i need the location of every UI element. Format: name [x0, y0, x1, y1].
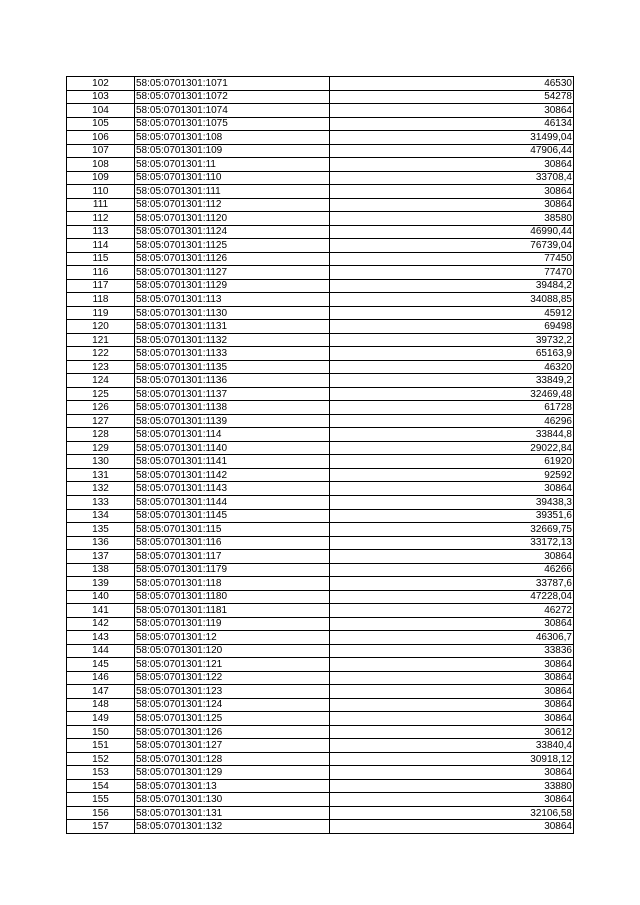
cadastral-number-cell: 58:05:0701301:131: [135, 806, 330, 820]
table-row: [67, 590, 574, 604]
row-number-cell: 102: [67, 77, 135, 91]
table-row: [67, 752, 574, 766]
row-number-cell: 146: [67, 671, 135, 685]
value-cell: 46990,44: [330, 225, 574, 239]
row-number-cell: 123: [67, 360, 135, 374]
row-number-cell: 141: [67, 604, 135, 618]
cadastral-number-cell: 58:05:0701301:123: [135, 685, 330, 699]
cadastral-number-cell: 58:05:0701301:132: [135, 820, 330, 834]
value-cell: 30864: [330, 766, 574, 780]
value-cell: 39732,2: [330, 333, 574, 347]
value-cell: 45912: [330, 306, 574, 320]
cadastral-number-cell: 58:05:0701301:112: [135, 198, 330, 212]
row-number-cell: 143: [67, 631, 135, 645]
table-row: [67, 739, 574, 753]
cadastral-number-cell: 58:05:0701301:1133: [135, 347, 330, 361]
table-row: [67, 658, 574, 672]
value-cell: 77450: [330, 252, 574, 266]
value-cell: 30864: [330, 550, 574, 564]
row-number-cell: 111: [67, 198, 135, 212]
value-cell: 46272: [330, 604, 574, 618]
cadastral-number-cell: 58:05:0701301:11: [135, 158, 330, 172]
cadastral-number-cell: 58:05:0701301:1138: [135, 401, 330, 415]
cadastral-number-cell: 58:05:0701301:1136: [135, 374, 330, 388]
row-number-cell: 135: [67, 523, 135, 537]
value-cell: 29022,84: [330, 441, 574, 455]
table-row: [67, 374, 574, 388]
cadastral-number-cell: 58:05:0701301:128: [135, 752, 330, 766]
table-row: [67, 779, 574, 793]
row-number-cell: 112: [67, 212, 135, 226]
cadastral-number-cell: 58:05:0701301:125: [135, 712, 330, 726]
table-row: [67, 577, 574, 591]
cadastral-number-cell: 58:05:0701301:124: [135, 698, 330, 712]
value-cell: 47906,44: [330, 144, 574, 158]
cadastral-number-cell: 58:05:0701301:120: [135, 644, 330, 658]
value-cell: 38580: [330, 212, 574, 226]
table-row: [67, 320, 574, 334]
value-cell: 61728: [330, 401, 574, 415]
value-cell: 76739,04: [330, 239, 574, 253]
cadastral-number-cell: 58:05:0701301:109: [135, 144, 330, 158]
value-cell: 46530: [330, 77, 574, 91]
table-row: [67, 198, 574, 212]
cadastral-number-cell: 58:05:0701301:13: [135, 779, 330, 793]
row-number-cell: 139: [67, 577, 135, 591]
value-cell: 30864: [330, 698, 574, 712]
table-row: [67, 495, 574, 509]
table-row: [67, 617, 574, 631]
cadastral-number-cell: 58:05:0701301:118: [135, 577, 330, 591]
table-row: [67, 631, 574, 645]
row-number-cell: 116: [67, 266, 135, 280]
row-number-cell: 114: [67, 239, 135, 253]
cadastral-number-cell: 58:05:0701301:1074: [135, 104, 330, 118]
data-table: [66, 76, 574, 834]
cadastral-number-cell: 58:05:0701301:1120: [135, 212, 330, 226]
row-number-cell: 134: [67, 509, 135, 523]
table-row: [67, 523, 574, 537]
value-cell: 33849,2: [330, 374, 574, 388]
row-number-cell: 137: [67, 550, 135, 564]
table-row: [67, 428, 574, 442]
value-cell: 33172,13: [330, 536, 574, 550]
cadastral-number-cell: 58:05:0701301:1145: [135, 509, 330, 523]
cadastral-number-cell: 58:05:0701301:12: [135, 631, 330, 645]
row-number-cell: 108: [67, 158, 135, 172]
row-number-cell: 118: [67, 293, 135, 307]
cadastral-number-cell: 58:05:0701301:1126: [135, 252, 330, 266]
cadastral-number-cell: 58:05:0701301:1140: [135, 441, 330, 455]
table-row: [67, 806, 574, 820]
value-cell: 92592: [330, 468, 574, 482]
cadastral-number-cell: 58:05:0701301:110: [135, 171, 330, 185]
row-number-cell: 142: [67, 617, 135, 631]
value-cell: 65163,9: [330, 347, 574, 361]
value-cell: 61920: [330, 455, 574, 469]
row-number-cell: 149: [67, 712, 135, 726]
cadastral-number-cell: 58:05:0701301:127: [135, 739, 330, 753]
row-number-cell: 157: [67, 820, 135, 834]
cadastral-number-cell: 58:05:0701301:117: [135, 550, 330, 564]
cadastral-number-cell: 58:05:0701301:129: [135, 766, 330, 780]
cadastral-number-cell: 58:05:0701301:121: [135, 658, 330, 672]
value-cell: 31499,04: [330, 131, 574, 145]
cadastral-number-cell: 58:05:0701301:1127: [135, 266, 330, 280]
table-row: [67, 293, 574, 307]
table-row: [67, 671, 574, 685]
row-number-cell: 110: [67, 185, 135, 199]
table-row: [67, 536, 574, 550]
table-row: [67, 766, 574, 780]
cadastral-number-cell: 58:05:0701301:1131: [135, 320, 330, 334]
cadastral-number-cell: 58:05:0701301:130: [135, 793, 330, 807]
value-cell: 46306,7: [330, 631, 574, 645]
row-number-cell: 104: [67, 104, 135, 118]
row-number-cell: 125: [67, 387, 135, 401]
row-number-cell: 140: [67, 590, 135, 604]
row-number-cell: 151: [67, 739, 135, 753]
row-number-cell: 128: [67, 428, 135, 442]
cadastral-number-cell: 58:05:0701301:1124: [135, 225, 330, 239]
table-row: [67, 347, 574, 361]
value-cell: 33787,6: [330, 577, 574, 591]
cadastral-number-cell: 58:05:0701301:108: [135, 131, 330, 145]
value-cell: 30864: [330, 482, 574, 496]
table-row: [67, 455, 574, 469]
cadastral-number-cell: 58:05:0701301:111: [135, 185, 330, 199]
table-row: [67, 104, 574, 118]
row-number-cell: 136: [67, 536, 135, 550]
row-number-cell: 132: [67, 482, 135, 496]
row-number-cell: 130: [67, 455, 135, 469]
row-number-cell: 124: [67, 374, 135, 388]
value-cell: 30864: [330, 685, 574, 699]
value-cell: 39351,6: [330, 509, 574, 523]
row-number-cell: 147: [67, 685, 135, 699]
table-row: [67, 144, 574, 158]
value-cell: 39484,2: [330, 279, 574, 293]
cadastral-number-cell: 58:05:0701301:1180: [135, 590, 330, 604]
row-number-cell: 148: [67, 698, 135, 712]
row-number-cell: 129: [67, 441, 135, 455]
table-row: [67, 712, 574, 726]
table-row: [67, 604, 574, 618]
table-row: [67, 698, 574, 712]
value-cell: 54278: [330, 90, 574, 104]
row-number-cell: 120: [67, 320, 135, 334]
value-cell: 32669,75: [330, 523, 574, 537]
value-cell: 47228,04: [330, 590, 574, 604]
table-row: [67, 77, 574, 91]
row-number-cell: 145: [67, 658, 135, 672]
cadastral-number-cell: 58:05:0701301:115: [135, 523, 330, 537]
row-number-cell: 113: [67, 225, 135, 239]
cadastral-number-cell: 58:05:0701301:113: [135, 293, 330, 307]
row-number-cell: 155: [67, 793, 135, 807]
table-row: [67, 563, 574, 577]
cadastral-number-cell: 58:05:0701301:1143: [135, 482, 330, 496]
row-number-cell: 154: [67, 779, 135, 793]
table-row: [67, 306, 574, 320]
table-row: [67, 468, 574, 482]
cadastral-number-cell: 58:05:0701301:1071: [135, 77, 330, 91]
cadastral-number-cell: 58:05:0701301:1144: [135, 495, 330, 509]
row-number-cell: 150: [67, 725, 135, 739]
table-body: [67, 77, 574, 834]
cadastral-number-cell: 58:05:0701301:1141: [135, 455, 330, 469]
value-cell: 30864: [330, 617, 574, 631]
table-row: [67, 820, 574, 834]
row-number-cell: 121: [67, 333, 135, 347]
cadastral-number-cell: 58:05:0701301:1135: [135, 360, 330, 374]
row-number-cell: 144: [67, 644, 135, 658]
cadastral-number-cell: 58:05:0701301:1129: [135, 279, 330, 293]
table-row: [67, 279, 574, 293]
cadastral-number-cell: 58:05:0701301:126: [135, 725, 330, 739]
value-cell: 32106,58: [330, 806, 574, 820]
value-cell: 30864: [330, 198, 574, 212]
value-cell: 46266: [330, 563, 574, 577]
row-number-cell: 122: [67, 347, 135, 361]
row-number-cell: 109: [67, 171, 135, 185]
value-cell: 30612: [330, 725, 574, 739]
value-cell: 69498: [330, 320, 574, 334]
row-number-cell: 138: [67, 563, 135, 577]
cadastral-number-cell: 58:05:0701301:119: [135, 617, 330, 631]
value-cell: 30864: [330, 185, 574, 199]
cadastral-number-cell: 58:05:0701301:1137: [135, 387, 330, 401]
value-cell: 46320: [330, 360, 574, 374]
table-row: [67, 266, 574, 280]
cadastral-number-cell: 58:05:0701301:1072: [135, 90, 330, 104]
value-cell: 33708,4: [330, 171, 574, 185]
table-row: [67, 401, 574, 415]
row-number-cell: 119: [67, 306, 135, 320]
table-row: [67, 212, 574, 226]
row-number-cell: 153: [67, 766, 135, 780]
row-number-cell: 107: [67, 144, 135, 158]
table-row: [67, 225, 574, 239]
value-cell: 30864: [330, 658, 574, 672]
cadastral-number-cell: 58:05:0701301:1181: [135, 604, 330, 618]
value-cell: 33836: [330, 644, 574, 658]
value-cell: 30864: [330, 104, 574, 118]
value-cell: 30864: [330, 712, 574, 726]
table-row: [67, 158, 574, 172]
row-number-cell: 126: [67, 401, 135, 415]
row-number-cell: 106: [67, 131, 135, 145]
row-number-cell: 103: [67, 90, 135, 104]
value-cell: 30918,12: [330, 752, 574, 766]
table-row: [67, 685, 574, 699]
value-cell: 39438,3: [330, 495, 574, 509]
value-cell: 34088,85: [330, 293, 574, 307]
value-cell: 46134: [330, 117, 574, 131]
row-number-cell: 152: [67, 752, 135, 766]
row-number-cell: 131: [67, 468, 135, 482]
row-number-cell: 117: [67, 279, 135, 293]
table-row: [67, 414, 574, 428]
cadastral-number-cell: 58:05:0701301:1179: [135, 563, 330, 577]
value-cell: 30864: [330, 793, 574, 807]
cadastral-number-cell: 58:05:0701301:1125: [135, 239, 330, 253]
value-cell: 30864: [330, 671, 574, 685]
table-row: [67, 725, 574, 739]
row-number-cell: 105: [67, 117, 135, 131]
table-row: [67, 90, 574, 104]
table-row: [67, 550, 574, 564]
cadastral-number-cell: 58:05:0701301:1130: [135, 306, 330, 320]
value-cell: 30864: [330, 820, 574, 834]
cadastral-number-cell: 58:05:0701301:1132: [135, 333, 330, 347]
cadastral-number-cell: 58:05:0701301:1075: [135, 117, 330, 131]
table-row: [67, 387, 574, 401]
value-cell: 46296: [330, 414, 574, 428]
table-row: [67, 185, 574, 199]
table-row: [67, 171, 574, 185]
table-row: [67, 644, 574, 658]
table-row: [67, 333, 574, 347]
row-number-cell: 156: [67, 806, 135, 820]
cadastral-number-cell: 58:05:0701301:122: [135, 671, 330, 685]
value-cell: 33880: [330, 779, 574, 793]
value-cell: 33844,8: [330, 428, 574, 442]
cadastral-number-cell: 58:05:0701301:116: [135, 536, 330, 550]
value-cell: 33840,4: [330, 739, 574, 753]
table-row: [67, 117, 574, 131]
cadastral-number-cell: 58:05:0701301:114: [135, 428, 330, 442]
row-number-cell: 133: [67, 495, 135, 509]
table-row: [67, 482, 574, 496]
table-row: [67, 793, 574, 807]
cadastral-number-cell: 58:05:0701301:1139: [135, 414, 330, 428]
row-number-cell: 115: [67, 252, 135, 266]
table-row: [67, 509, 574, 523]
value-cell: 32469,48: [330, 387, 574, 401]
table-row: [67, 239, 574, 253]
value-cell: 77470: [330, 266, 574, 280]
value-cell: 30864: [330, 158, 574, 172]
row-number-cell: 127: [67, 414, 135, 428]
table-row: [67, 252, 574, 266]
cadastral-number-cell: 58:05:0701301:1142: [135, 468, 330, 482]
table-row: [67, 441, 574, 455]
table-row: [67, 131, 574, 145]
table-row: [67, 360, 574, 374]
